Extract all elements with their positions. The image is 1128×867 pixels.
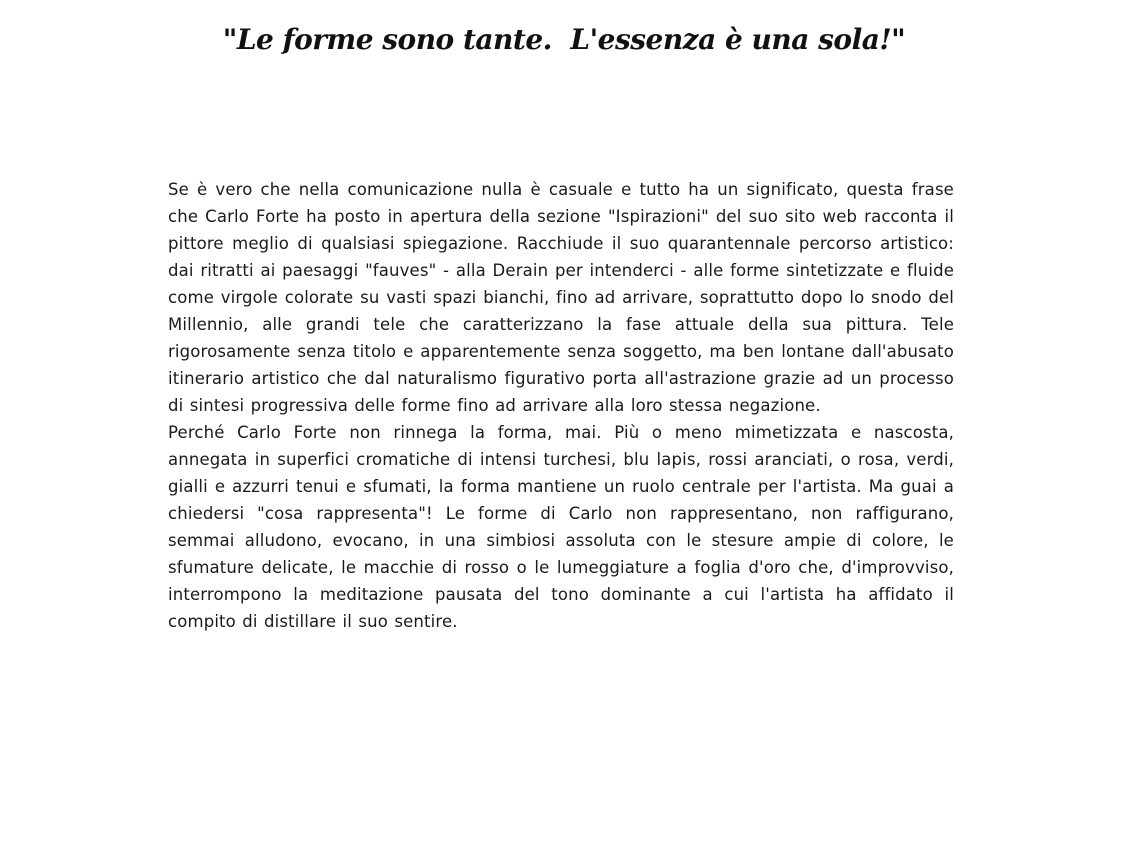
paragraph-1: Se è vero che nella comunicazione nulla è casuale e tutto ha un significato, questa frase che Carlo Forte ha posto in apertura della sezione "Ispirazioni" del suo sito web racconta il pittore meglio di qualsiasi spiegazione. Racchiude il suo quarantennale percorso artistico: dai ritratti ai paesaggi "fauves" - alla Derain per intenderci - alle forme sintetizzate e fluide come virgole colorate su vasti spazi bianchi, fino ad arrivare, soprattutto dopo lo snodo del Millennio, alle grandi tele che caratterizzano la fase attuale della sua pittura. Tele rigorosamente senza titolo e apparentemente senza soggetto, ma ben lontane dall'abusato itinerario artistico che dal naturalismo figurativo porta all'astrazione grazie ad un processo di sintesi progressiva delle forme fino ad arrivare alla loro stessa negazione. [168, 180, 954, 415]
paragraph-2: Perché Carlo Forte non rinnega la forma, mai. Più o meno mimetizzata e nascosta, annegata in superfici cromatiche di intensi turchesi, blu lapis, rossi aranciati, o rosa, verdi, gialli e azzurri tenui e sfumati, la forma mantiene un ruolo centrale per l'artista. Ma guai a chiedersi "cosa rappresenta"! Le forme di Carlo non rappresentano, non raffigurano, semmai alludono, evocano, in una simbiosi assoluta con le stesure ampie di colore, le sfumature delicate, le macchie di rosso o le lumeggiature a foglia d'oro che, d'improvviso, interrompono la meditazione pausata del tono dominante a cui l'artista ha affidato il compito di distillare il suo sentire. [168, 423, 954, 631]
article-body [168, 176, 954, 635]
page-title-quote: "Le forme sono tante. L'essenza è una sola!" [222, 23, 906, 56]
